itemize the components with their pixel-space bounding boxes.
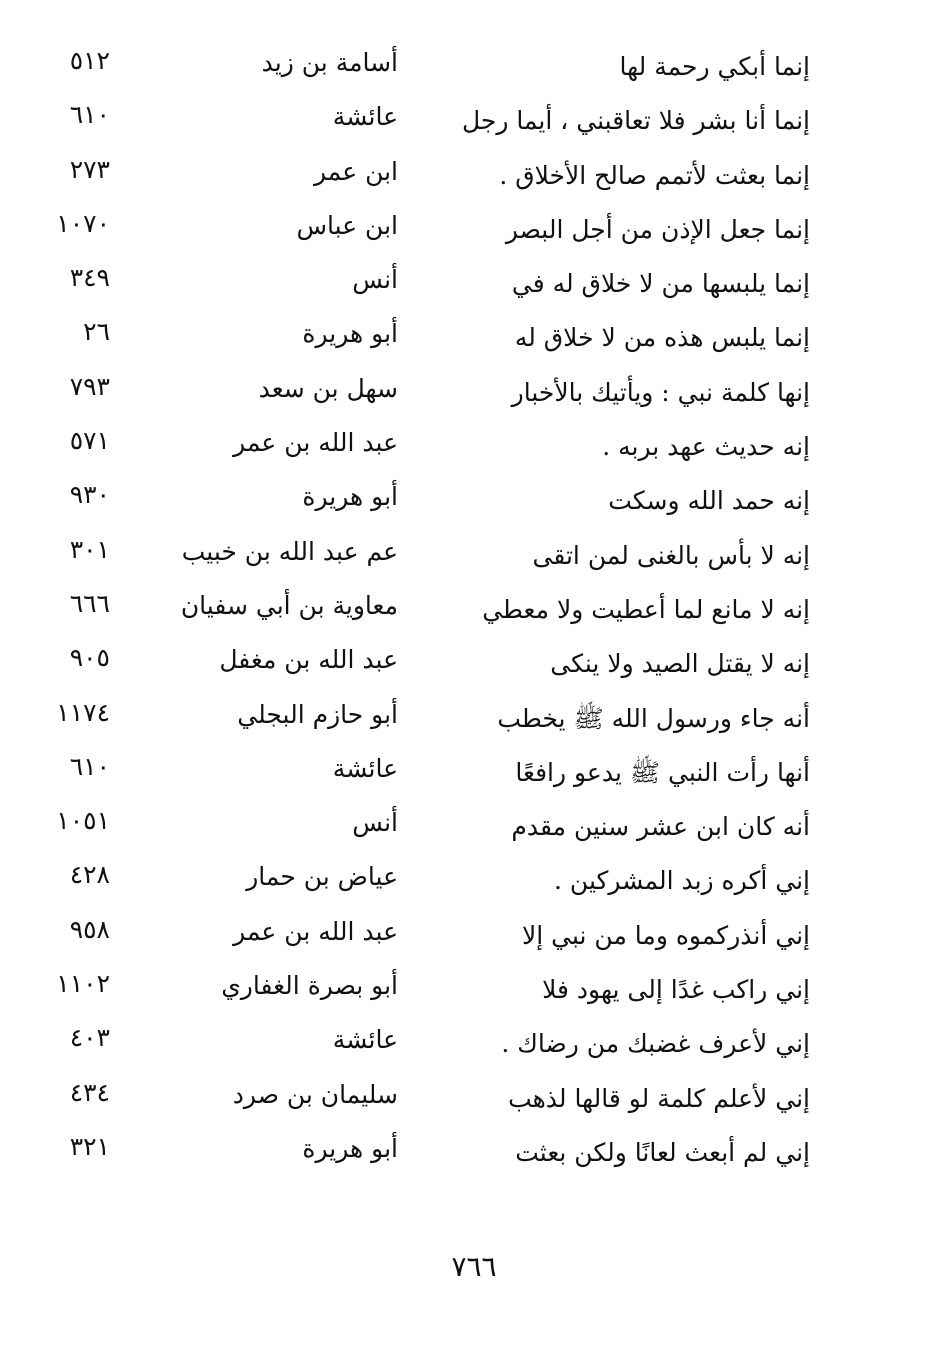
table-row	[0, 585, 948, 639]
table-row	[0, 422, 948, 476]
page-reference: ٢٧٣	[69, 154, 110, 184]
hadith-text: إني أكره زبد المشركين .	[554, 866, 810, 896]
page-reference: ٧٩٣	[69, 371, 110, 401]
page-reference: ٢٦	[83, 317, 110, 347]
hadith-text: إني لأعرف غضبك من رضاك .	[501, 1029, 810, 1059]
narrator-name: عائشة	[332, 1025, 398, 1055]
table-row	[0, 748, 948, 802]
page-number: ٧٦٦	[451, 1250, 497, 1283]
narrator-name: أبو بصرة الغفاري	[221, 971, 398, 1001]
table-row	[0, 476, 948, 530]
page-reference: ١١٠٢	[56, 969, 110, 999]
page-reference: ٤٠٣	[69, 1023, 110, 1053]
hadith-text: إنما يلبس هذه من لا خلاق له	[514, 323, 810, 353]
page-reference: ٦٦٦	[69, 588, 110, 618]
table-row	[0, 911, 948, 965]
hadith-text: إنما بعثت لأتمم صالح الأخلاق .	[499, 160, 810, 190]
narrator-name: عم عبد الله بن خبيب	[181, 536, 398, 566]
page-reference: ٦١٠	[69, 100, 110, 130]
page-reference: ١١٧٤	[56, 697, 110, 727]
table-row	[0, 151, 948, 205]
hadith-index-table	[0, 42, 948, 1182]
hadith-text: إنه لا مانع لما أعطيت ولا معطي	[482, 594, 810, 624]
narrator-name: سليمان بن صرد	[232, 1079, 398, 1109]
hadith-text: إنها كلمة نبي : ويأتيك بالأخبار	[511, 377, 810, 407]
hadith-text: أنه كان ابن عشر سنين مقدم	[511, 812, 810, 842]
table-row	[0, 1074, 948, 1128]
hadith-text: أنه جاء ورسول الله ﷺ يخطب	[497, 703, 810, 733]
page-reference: ١٠٧٠	[56, 208, 110, 238]
page-reference: ٤٣٤	[69, 1077, 110, 1107]
hadith-text: إني أنذركموه وما من نبي إلا	[522, 920, 810, 950]
narrator-name: أسامة بن زيد	[261, 48, 398, 77]
hadith-text: إني راكب غدًا إلى يهود فلا	[542, 975, 810, 1005]
narrator-name: ابن عمر	[313, 156, 398, 186]
narrator-name: عبد الله بن عمر	[233, 916, 398, 946]
narrator-name: أبو هريرة	[302, 1133, 398, 1163]
narrator-name: أنس	[352, 808, 398, 838]
hadith-text: إنه لا بأس بالغنى لمن اتقى	[532, 540, 810, 570]
page-reference: ٣٤٩	[69, 263, 110, 293]
narrator-name: ابن عباس	[296, 210, 398, 240]
table-row	[0, 1128, 948, 1182]
table-row	[0, 856, 948, 910]
page-reference: ٣٢١	[69, 1131, 110, 1161]
hadith-text: أنها رأت النبي ﷺ يدعو رافعًا	[515, 757, 810, 787]
narrator-name: عياض بن حمار	[246, 862, 398, 892]
table-row	[0, 368, 948, 422]
narrator-name: أنس	[352, 265, 398, 295]
table-row	[0, 96, 948, 150]
table-row	[0, 42, 948, 96]
hadith-text: إنه حديث عهد بربه .	[602, 432, 810, 462]
narrator-name: عبد الله بن مغفل	[219, 645, 398, 675]
narrator-name: أبو هريرة	[302, 482, 398, 512]
narrator-name: أبو هريرة	[302, 319, 398, 349]
page-reference: ٩٣٠	[69, 480, 110, 510]
narrator-name: معاوية بن أبي سفيان	[180, 590, 398, 620]
hadith-text: إنما يلبسها من لا خلاق له في	[511, 269, 810, 299]
hadith-text: إنه حمد الله وسكت	[608, 486, 810, 516]
hadith-text: إنما جعل الإذن من أجل البصر	[505, 214, 810, 244]
page-reference: ٣٠١	[69, 534, 110, 564]
page-reference: ١٠٥١	[56, 806, 110, 836]
hadith-text: إنما أنا بشر فلا تعاقبني ، أيما رجل	[461, 106, 810, 136]
narrator-name: عبد الله بن عمر	[233, 428, 398, 458]
page-reference: ٩٠٥	[69, 643, 110, 673]
page-reference: ٩٥٨	[69, 914, 110, 944]
table-row	[0, 639, 948, 693]
narrator-name: عائشة	[332, 753, 398, 783]
page-reference: ٥٧١	[69, 426, 110, 456]
page-reference: ٥١٢	[69, 46, 110, 75]
narrator-name: عائشة	[332, 102, 398, 132]
hadith-text: إنما أبكي رحمة لها	[619, 52, 810, 81]
narrator-name: سهل بن سعد	[258, 373, 398, 403]
table-row	[0, 802, 948, 856]
table-row	[0, 313, 948, 367]
hadith-text: إني لم أبعث لعانًا ولكن بعثت	[515, 1137, 810, 1167]
hadith-text: إني لأعلم كلمة لو قالها لذهب	[508, 1083, 810, 1113]
page-reference: ٦١٠	[69, 751, 110, 781]
hadith-text: إنه لا يقتل الصيد ولا ينكى	[550, 649, 810, 679]
table-row	[0, 531, 948, 585]
table-row	[0, 259, 948, 313]
table-row	[0, 965, 948, 1019]
narrator-name: أبو حازم البجلي	[237, 699, 398, 729]
page-reference: ٤٢٨	[69, 860, 110, 890]
table-row	[0, 1019, 948, 1073]
table-row	[0, 694, 948, 748]
table-row	[0, 205, 948, 259]
